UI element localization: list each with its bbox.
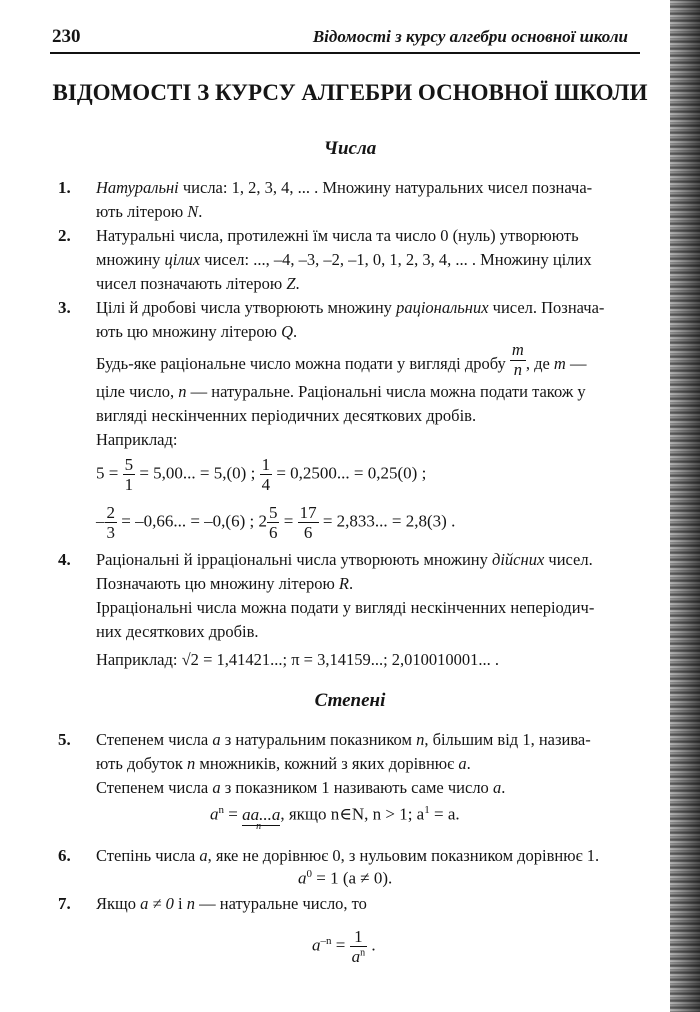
section-heading-powers: Степені <box>314 690 386 711</box>
formula-power-definition: $a^n = aa...a$ n , якщо n∈N, n > 1; $a^1 = a$. <box>210 804 460 832</box>
item-5-line-3: Степенем числа a з показником 1 називають саме число a. <box>96 778 506 797</box>
item-number: 3. <box>58 298 71 317</box>
formula-negative-power: $a^{-n}$ = $\frac{1}{a^n}$ . <box>312 927 376 966</box>
example-label: Наприклад: <box>96 430 178 449</box>
item-1-line-2: ють літерою N. <box>96 202 203 221</box>
item-3-para-line-3: вигляді нескінченних періодичних десяткових дробів. <box>96 406 477 425</box>
header-rule <box>50 52 640 54</box>
item-2-line-1: Натуральні числа, протилежні їм числа та число 0 (нуль) утворюють <box>96 226 579 245</box>
item-6-line-1: Степінь числа a, яке не дорівнює 0, з нульовим показником дорівнює 1. <box>96 846 600 865</box>
item-3-line-2: ють цю множину літерою Q. <box>96 322 298 341</box>
item-4-line-4: них десяткових дробів. <box>96 622 259 641</box>
item-4-line-1: Раціональні й ірраціональні числа утворюють множину дійсних чисел. <box>96 550 593 569</box>
item-2-line-3: чисел позначають літерою Z. <box>96 274 300 293</box>
section-heading-numbers: Числа <box>323 138 377 159</box>
item-number: 5. <box>58 730 71 749</box>
item-number: 7. <box>58 894 71 913</box>
item-number: 2. <box>58 226 71 245</box>
item-7-line-1: Якщо a ≠ 0 і n — натуральне число, то <box>96 894 367 913</box>
item-4-line-2: Позначають цю множину літерою R. <box>96 574 354 593</box>
item-4-examples: Наприклад: √2 = 1,41421...; π = 3,14159...; 2,010010001... . <box>96 650 500 669</box>
page-number: 230 <box>52 26 81 47</box>
item-3-para-line-1: Будь-яке раціональне число можна подати у вигляді дробу $\frac{m}{n}$ , де m — <box>96 340 587 379</box>
item-number: 4. <box>58 550 71 569</box>
formula-rational-examples-1: 5 = $\frac{5}{1}$ = 5,00... = 5,(0) ; $\frac{1}{4}$ = 0,2500... = 0,25(0) ; <box>96 455 427 494</box>
item-3-line-1: Цілі й дробові числа утворюють множину раціональних чисел. Познача- <box>96 298 605 317</box>
item-number: 1. <box>58 178 71 197</box>
formula-rational-examples-2: – $\frac{2}{3}$ = –0,66... = –0,(6) ; 2 $\frac{5}{6}$ = $\frac{17}{6}$ = 2,833... = 2,8(3) . <box>96 503 456 542</box>
running-title: Відомості з курсу алгебри основної школи <box>312 27 628 46</box>
item-1-line-1: Натуральні числа: 1, 2, 3, 4, ... . Множину натуральних чисел познача- <box>96 178 593 197</box>
item-3-para-line-2: ціле число, n — натуральне. Раціональні числа можна подати також у <box>96 382 586 401</box>
item-5-line-1: Степенем числа a з натуральним показником n, більшим від 1, назива- <box>96 730 591 749</box>
page-title: ВІДОМОСТІ З КУРСУ АЛГЕБРИ ОСНОВНОЇ ШКОЛИ <box>52 80 648 105</box>
item-number: 6. <box>58 846 71 865</box>
formula-zero-power: $a^0 = 1$ (a ≠ 0). <box>298 868 393 888</box>
item-4-line-3: Ірраціональні числа можна подати у вигляді нескінченних неперіодич- <box>96 598 595 617</box>
item-2-line-2: множину цілих чисел: ..., –4, –3, –2, –1, 0, 1, 2, 3, 4, ... . Множину цілих <box>96 250 592 269</box>
item-5-line-2: ють добуток n множників, кожний з яких дорівнює a. <box>96 754 471 773</box>
